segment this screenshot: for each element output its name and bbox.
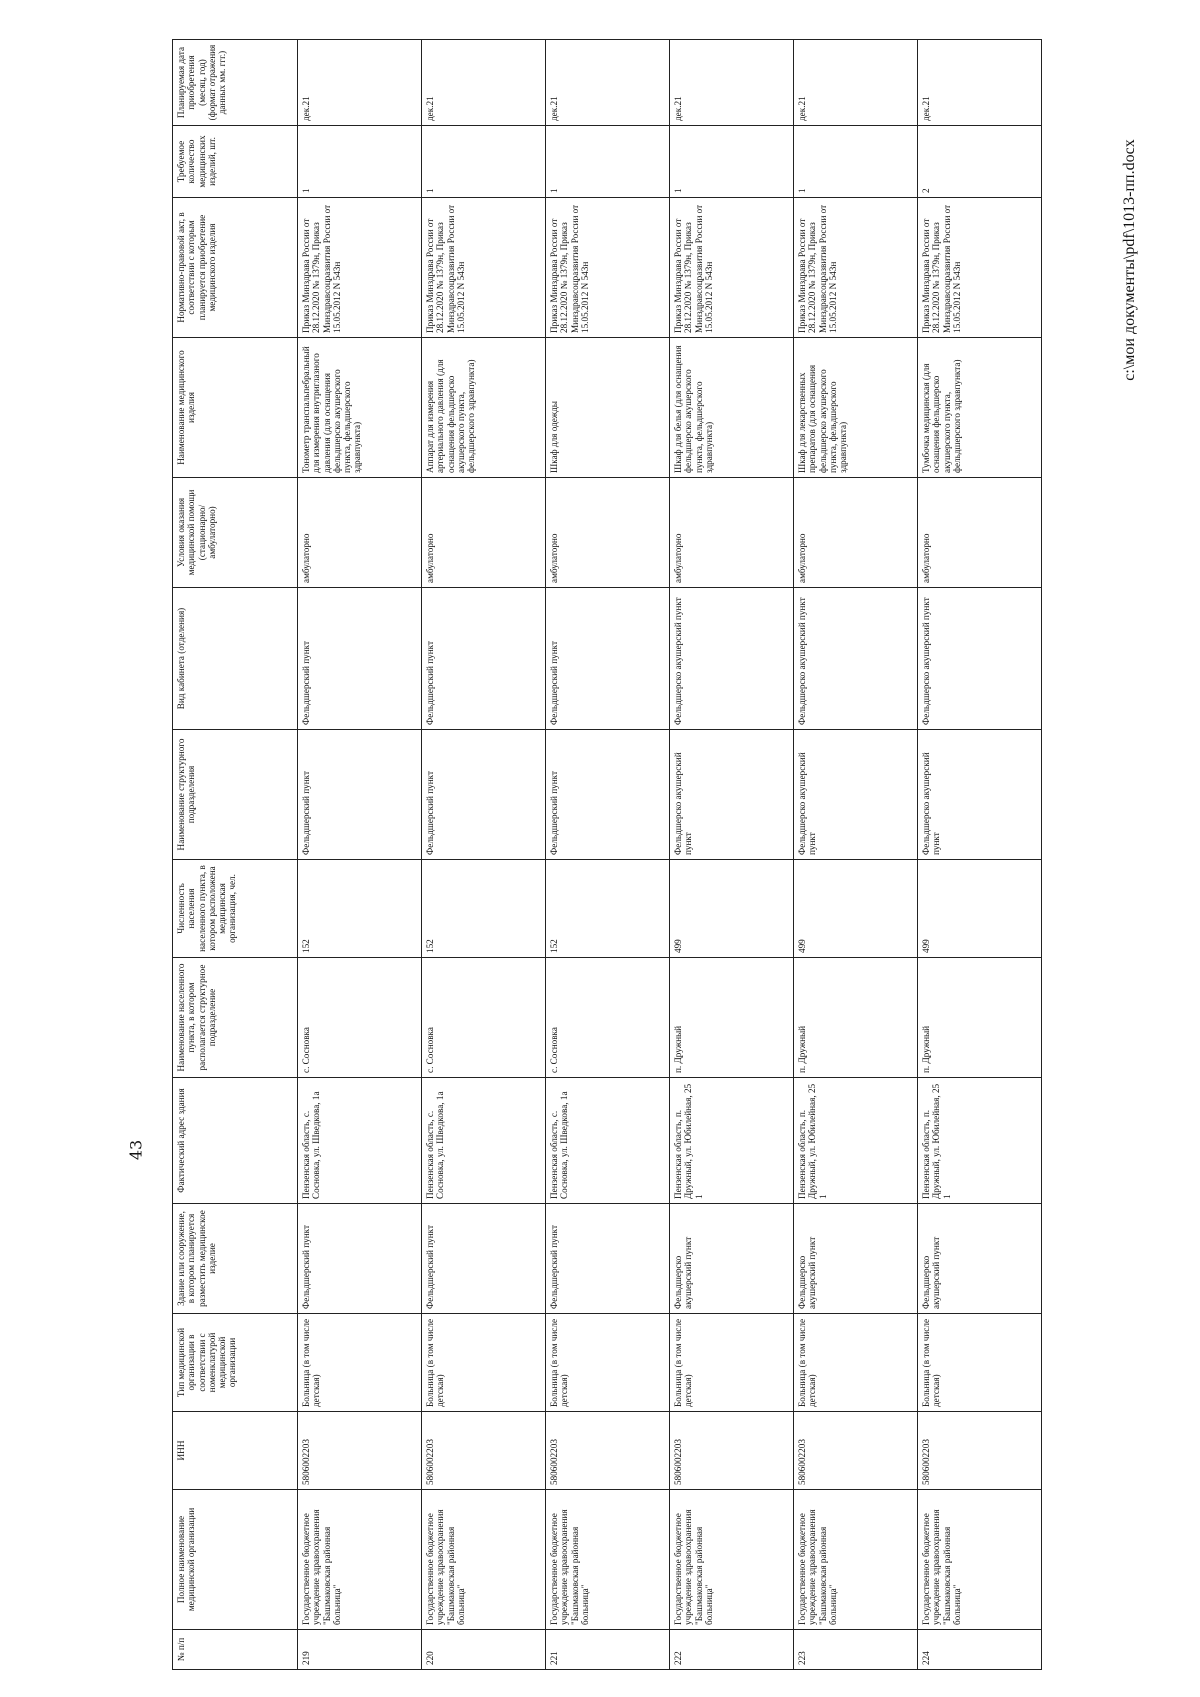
- subdivision-cell: Фельдшерский пункт: [546, 730, 670, 860]
- care-conditions-cell: амбулаторно: [546, 478, 670, 588]
- organization-name-cell: Государственное бюджетное учреждение здравоохранения "Башмаковская районная больница": [794, 1490, 918, 1630]
- table-row: [670, 40, 794, 1670]
- inn-cell: 5806002203: [918, 1412, 1042, 1490]
- organization-type-cell: Больница (в том числе детская): [298, 1314, 422, 1412]
- purchase-date-cell: дек.21: [422, 40, 546, 126]
- building-cell: Фельдшерский пункт: [422, 1204, 546, 1314]
- quantity-cell: 1: [546, 126, 670, 198]
- quantity-cell: 1: [422, 126, 546, 198]
- care-conditions-cell: амбулаторно: [794, 478, 918, 588]
- settlement-cell: п. Дружный: [794, 958, 918, 1078]
- organization-type-cell: Больница (в том числе детская): [918, 1314, 1042, 1412]
- cabinet-type-cell: Фельдшерский пункт: [298, 588, 422, 730]
- building-cell: Фельдшерско акушерский пункт: [918, 1204, 1042, 1314]
- header-cell: ИНН: [173, 1412, 298, 1490]
- quantity-cell: 2: [918, 126, 1042, 198]
- organization-name-cell: Государственное бюджетное учреждение здравоохранения "Башмаковская районная больница": [298, 1490, 422, 1630]
- device-name-cell: Шкаф для лекарственных препаратов (для оснащения фельдшерско акушерского пункта, фельдшерского здравпункта): [794, 338, 918, 478]
- cabinet-type-cell: Фельдшерско акушерский пункт: [670, 588, 794, 730]
- inn-cell: 5806002203: [298, 1412, 422, 1490]
- care-conditions-cell: амбулаторно: [670, 478, 794, 588]
- row-number-cell: 222: [670, 1630, 794, 1670]
- row-number-cell: 219: [298, 1630, 422, 1670]
- cabinet-type-cell: Фельдшерский пункт: [422, 588, 546, 730]
- header-cell: Тип медицинской организации в соответствии с номенклатурой медицинской организации: [173, 1314, 298, 1412]
- header-cell: № п/п: [173, 1630, 298, 1670]
- care-conditions-cell: амбулаторно: [422, 478, 546, 588]
- header-cell: Наименование населенного пункта, в котором располагается структурное подразделение: [173, 958, 298, 1078]
- population-cell: 152: [298, 860, 422, 958]
- building-cell: Фельдшерско акушерский пункт: [794, 1204, 918, 1314]
- organization-type-cell: Больница (в том числе детская): [546, 1314, 670, 1412]
- address-cell: Пензенская область, п. Дружный, ул. Юбилейная, 25 1: [918, 1078, 1042, 1204]
- header-cell: Здание или сооружение, в котором планируется разместить медицинское изделие: [173, 1204, 298, 1314]
- settlement-cell: с. Сосновка: [422, 958, 546, 1078]
- header-cell: Вид кабинета (отделения): [173, 588, 298, 730]
- header-cell: Полное наименование медицинской организации: [173, 1490, 298, 1630]
- row-number-cell: 220: [422, 1630, 546, 1670]
- device-name-cell: Шкаф для белья (для оснащения фельдшерско акушерского пункта, фельдшерского здравпункта): [670, 338, 794, 478]
- legal-act-cell: Приказ Минздрава России от 28.12.2020 № 1379н, Приказ Минздравсоцразвития России от 15.05.2012 N 543н: [918, 198, 1042, 338]
- inn-cell: 5806002203: [794, 1412, 918, 1490]
- address-cell: Пензенская область, п. Дружный, ул. Юбилейная, 25 1: [670, 1078, 794, 1204]
- subdivision-cell: Фельдшерский пункт: [298, 730, 422, 860]
- row-number-cell: 224: [918, 1630, 1042, 1670]
- legal-act-cell: Приказ Минздрава России от 28.12.2020 № 1379н, Приказ Минздравсоцразвития России от 15.05.2012 N 543н: [298, 198, 422, 338]
- subdivision-cell: Фельдшерско акушерский пункт: [794, 730, 918, 860]
- device-name-cell: Шкаф для одежды: [546, 338, 670, 478]
- population-cell: 499: [670, 860, 794, 958]
- footer-file-path: c:\мои документы\pdf\1013-пп.docx: [1121, 139, 1138, 381]
- table-row: [918, 40, 1042, 1670]
- inn-cell: 5806002203: [670, 1412, 794, 1490]
- organization-name-cell: Государственное бюджетное учреждение здравоохранения "Башмаковская районная больница": [918, 1490, 1042, 1630]
- subdivision-cell: Фельдшерско акушерский пункт: [670, 730, 794, 860]
- header-cell: Наименование медицинского изделия: [173, 338, 298, 478]
- cabinet-type-cell: Фельдшерско акушерский пункт: [794, 588, 918, 730]
- header-cell: Планируемая дата приобретения (месяц, год) (формат отражения данных мм. ггг.): [173, 40, 298, 126]
- header-cell: Фактический адрес здания: [173, 1078, 298, 1204]
- organization-name-cell: Государственное бюджетное учреждение здравоохранения "Башмаковская районная больница": [546, 1490, 670, 1630]
- legal-act-cell: Приказ Минздрава России от 28.12.2020 № 1379н, Приказ Минздравсоцразвития России от 15.05.2012 N 543н: [422, 198, 546, 338]
- legal-act-cell: Приказ Минздрава России от 28.12.2020 № 1379н, Приказ Минздравсоцразвития России от 15.05.2012 N 543н: [670, 198, 794, 338]
- header-cell: Требуемое количество медицинских изделий, шт.: [173, 126, 298, 198]
- population-cell: 152: [422, 860, 546, 958]
- organization-type-cell: Больница (в том числе детская): [422, 1314, 546, 1412]
- row-number-cell: 221: [546, 1630, 670, 1670]
- population-cell: 499: [794, 860, 918, 958]
- population-cell: 152: [546, 860, 670, 958]
- purchase-date-cell: дек.21: [670, 40, 794, 126]
- header-cell: Наименование структурного подразделения: [173, 730, 298, 860]
- purchase-date-cell: дек.21: [298, 40, 422, 126]
- table-row: [794, 40, 918, 1670]
- quantity-cell: 1: [298, 126, 422, 198]
- device-name-cell: Тумбочка медицинская (для оснащения фельдшерско акушерского пункта, фельдшерского здравпункта): [918, 338, 1042, 478]
- page-number: 43: [126, 1139, 146, 1161]
- purchase-date-cell: дек.21: [794, 40, 918, 126]
- table-row: [422, 40, 546, 1670]
- row-number-cell: 223: [794, 1630, 918, 1670]
- inn-cell: 5806002203: [422, 1412, 546, 1490]
- legal-act-cell: Приказ Минздрава России от 28.12.2020 № 1379н, Приказ Минздравсоцразвития России от 15.05.2012 N 543н: [794, 198, 918, 338]
- device-name-cell: Аппарат для измерения артериального давления (для оснащения фельдшерско акушерского пункта, фельдшерского здравпункта): [422, 338, 546, 478]
- table-row: [546, 40, 670, 1670]
- quantity-cell: 1: [794, 126, 918, 198]
- cabinet-type-cell: Фельдшерский пункт: [546, 588, 670, 730]
- purchase-date-cell: дек.21: [546, 40, 670, 126]
- organization-type-cell: Больница (в том числе детская): [670, 1314, 794, 1412]
- building-cell: Фельдшерско акушерский пункт: [670, 1204, 794, 1314]
- address-cell: Пензенская область, с. Сосновка, ул. Шведкова, 1а: [298, 1078, 422, 1204]
- table-header-row: [173, 40, 298, 1670]
- header-cell: Условия оказания медицинской помощи (стационарно/амбулаторно): [173, 478, 298, 588]
- header-cell: Численность населения населенного пункта, в котором расположена медицинская организация, чел.: [173, 860, 298, 958]
- legal-act-cell: Приказ Минздрава России от 28.12.2020 № 1379н, Приказ Минздравсоцразвития России от 15.05.2012 N 543н: [546, 198, 670, 338]
- registry-table-container: [172, 40, 1042, 1670]
- organization-name-cell: Государственное бюджетное учреждение здравоохранения "Башмаковская районная больница": [670, 1490, 794, 1630]
- care-conditions-cell: амбулаторно: [918, 478, 1042, 588]
- quantity-cell: 1: [670, 126, 794, 198]
- subdivision-cell: Фельдшерский пункт: [422, 730, 546, 860]
- address-cell: Пензенская область, с. Сосновка, ул. Шведкова, 1а: [422, 1078, 546, 1204]
- settlement-cell: п. Дружный: [918, 958, 1042, 1078]
- settlement-cell: с. Сосновка: [546, 958, 670, 1078]
- equipment-registry-table: [172, 39, 1042, 1670]
- purchase-date-cell: дек.21: [918, 40, 1042, 126]
- address-cell: Пензенская область, с. Сосновка, ул. Шведкова, 1а: [546, 1078, 670, 1204]
- settlement-cell: с. Сосновка: [298, 958, 422, 1078]
- organization-name-cell: Государственное бюджетное учреждение здравоохранения "Башмаковская районная больница": [422, 1490, 546, 1630]
- building-cell: Фельдшерский пункт: [546, 1204, 670, 1314]
- device-name-cell: Тонометр транспальпебральный для измерения внутриглазного давления (для оснащения фельдшерско акушерского пункта, фельдшерского здравпункта): [298, 338, 422, 478]
- inn-cell: 5806002203: [546, 1412, 670, 1490]
- population-cell: 499: [918, 860, 1042, 958]
- subdivision-cell: Фельдшерско акушерский пункт: [918, 730, 1042, 860]
- organization-type-cell: Больница (в том числе детская): [794, 1314, 918, 1412]
- building-cell: Фельдшерский пункт: [298, 1204, 422, 1314]
- header-cell: Нормативно-правовой акт, в соответствии с которым планируется приобретение медицинского изделия: [173, 198, 298, 338]
- care-conditions-cell: амбулаторно: [298, 478, 422, 588]
- cabinet-type-cell: Фельдшерско акушерский пункт: [918, 588, 1042, 730]
- settlement-cell: п. Дружный: [670, 958, 794, 1078]
- table-row: [298, 40, 422, 1670]
- address-cell: Пензенская область, п. Дружный, ул. Юбилейная, 25 1: [794, 1078, 918, 1204]
